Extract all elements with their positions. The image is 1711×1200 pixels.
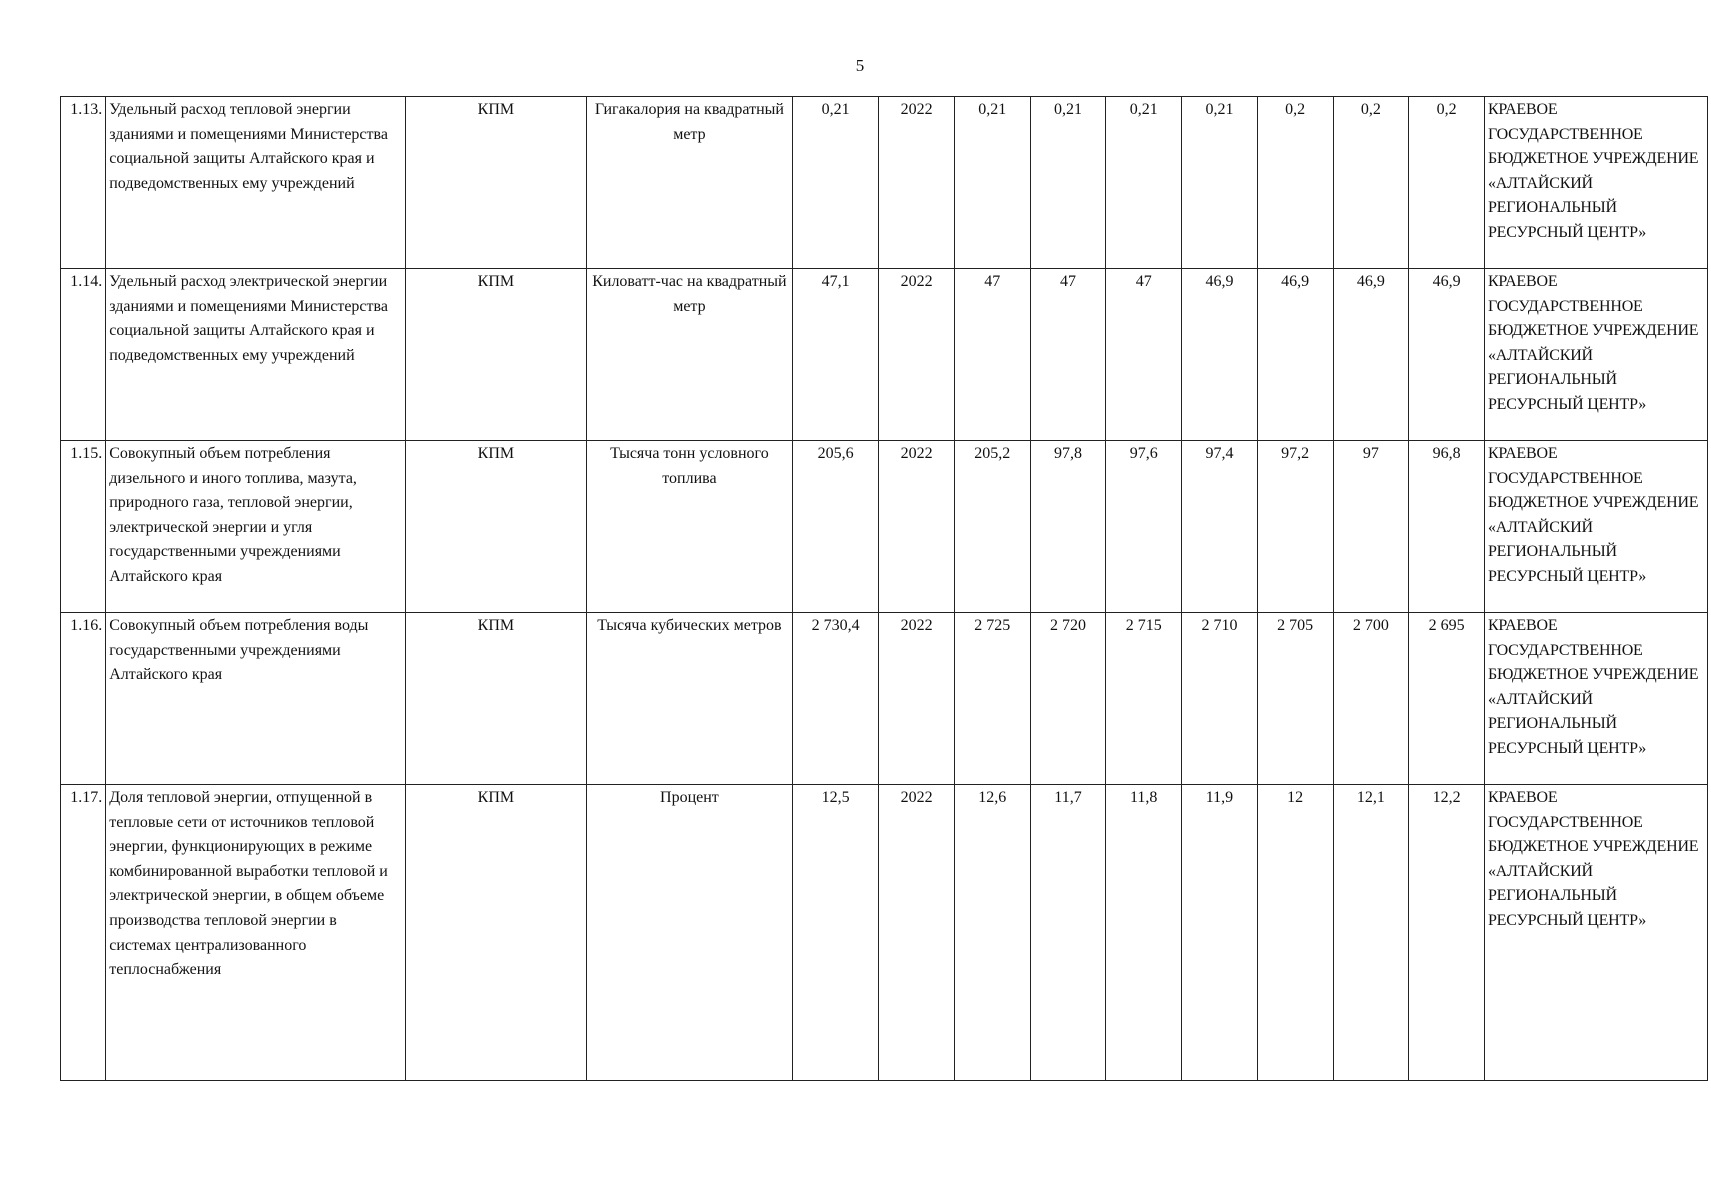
indicator-name: Доля тепловой энергии, отпущенной в тепловые сети от источников тепловой энергии, функционирующих в режиме комбинированной выработки тепловой и электрической энергии, в общем объеме производства тепловой энергии в системах централизованного теплоснабжения (106, 785, 406, 1081)
base-year: 2022 (879, 613, 955, 785)
row-number: 1.14. (61, 269, 106, 441)
year-value: 97,6 (1106, 441, 1182, 613)
year-value: 0,2 (1333, 97, 1409, 269)
year-value: 46,9 (1409, 269, 1485, 441)
year-value: 46,9 (1182, 269, 1258, 441)
year-value: 97 (1333, 441, 1409, 613)
row-number: 1.13. (61, 97, 106, 269)
indicators-table (60, 96, 1708, 1081)
base-year: 2022 (879, 441, 955, 613)
year-value: 0,21 (954, 97, 1030, 269)
year-value: 11,8 (1106, 785, 1182, 1081)
unit-of-measure: Тысяча тонн условного топлива (586, 441, 792, 613)
table-row (61, 613, 1708, 785)
year-value: 2 700 (1333, 613, 1409, 785)
base-value: 0,21 (792, 97, 878, 269)
responsible-organization: КРАЕВОЕ ГОСУДАРСТВЕННОЕ БЮДЖЕТНОЕ УЧРЕЖДЕНИЕ «АЛТАЙСКИЙ РЕГИОНАЛЬНЫЙ РЕСУРСНЫЙ ЦЕНТР» (1484, 441, 1707, 613)
indicator-name: Удельный расход электрической энергии зданиями и помещениями Министерства социальной защиты Алтайского края и подведомственных ему учреждений (106, 269, 406, 441)
table-row (61, 269, 1708, 441)
base-year: 2022 (879, 97, 955, 269)
year-value: 46,9 (1333, 269, 1409, 441)
year-value: 97,4 (1182, 441, 1258, 613)
base-value: 12,5 (792, 785, 878, 1081)
year-value: 96,8 (1409, 441, 1485, 613)
row-number: 1.15. (61, 441, 106, 613)
table-body (61, 97, 1708, 1081)
year-value: 97,8 (1030, 441, 1106, 613)
unit-of-measure: Процент (586, 785, 792, 1081)
year-value: 0,21 (1030, 97, 1106, 269)
indicator-name: Совокупный объем потребления воды государственными учреждениями Алтайского края (106, 613, 406, 785)
table-row (61, 97, 1708, 269)
indicator-type: КПМ (405, 613, 586, 785)
year-value: 0,21 (1182, 97, 1258, 269)
year-value: 0,21 (1106, 97, 1182, 269)
year-value: 47 (1030, 269, 1106, 441)
year-value: 2 710 (1182, 613, 1258, 785)
table-row (61, 441, 1708, 613)
unit-of-measure: Тысяча кубических метров (586, 613, 792, 785)
indicator-type: КПМ (405, 97, 586, 269)
indicator-type: КПМ (405, 785, 586, 1081)
year-value: 0,2 (1409, 97, 1485, 269)
year-value: 46,9 (1257, 269, 1333, 441)
year-value: 2 725 (954, 613, 1030, 785)
year-value: 12,1 (1333, 785, 1409, 1081)
year-value: 11,7 (1030, 785, 1106, 1081)
responsible-organization: КРАЕВОЕ ГОСУДАРСТВЕННОЕ БЮДЖЕТНОЕ УЧРЕЖДЕНИЕ «АЛТАЙСКИЙ РЕГИОНАЛЬНЫЙ РЕСУРСНЫЙ ЦЕНТР» (1484, 613, 1707, 785)
base-value: 205,6 (792, 441, 878, 613)
unit-of-measure: Киловатт-час на квадратный метр (586, 269, 792, 441)
indicator-type: КПМ (405, 269, 586, 441)
year-value: 0,2 (1257, 97, 1333, 269)
year-value: 2 715 (1106, 613, 1182, 785)
indicator-type: КПМ (405, 441, 586, 613)
responsible-organization: КРАЕВОЕ ГОСУДАРСТВЕННОЕ БЮДЖЕТНОЕ УЧРЕЖДЕНИЕ «АЛТАЙСКИЙ РЕГИОНАЛЬНЫЙ РЕСУРСНЫЙ ЦЕНТР» (1484, 269, 1707, 441)
year-value: 97,2 (1257, 441, 1333, 613)
year-value: 205,2 (954, 441, 1030, 613)
year-value: 2 720 (1030, 613, 1106, 785)
year-value: 12,6 (954, 785, 1030, 1081)
base-year: 2022 (879, 269, 955, 441)
year-value: 12,2 (1409, 785, 1485, 1081)
base-value: 2 730,4 (792, 613, 878, 785)
table-row (61, 785, 1708, 1081)
base-year: 2022 (879, 785, 955, 1081)
responsible-organization: КРАЕВОЕ ГОСУДАРСТВЕННОЕ БЮДЖЕТНОЕ УЧРЕЖДЕНИЕ «АЛТАЙСКИЙ РЕГИОНАЛЬНЫЙ РЕСУРСНЫЙ ЦЕНТР» (1484, 97, 1707, 269)
year-value: 47 (1106, 269, 1182, 441)
page-number: 5 (855, 56, 865, 75)
unit-of-measure: Гигакалория на квадратный метр (586, 97, 792, 269)
base-value: 47,1 (792, 269, 878, 441)
year-value: 47 (954, 269, 1030, 441)
indicator-name: Удельный расход тепловой энергии зданиями и помещениями Министерства социальной защиты Алтайского края и подведомственных ему учреждений (106, 97, 406, 269)
indicator-name: Совокупный объем потребления дизельного и иного топлива, мазута, природного газа, тепловой энергии, электрической энергии и угля государственными учреждениями Алтайского края (106, 441, 406, 613)
year-value: 2 695 (1409, 613, 1485, 785)
year-value: 2 705 (1257, 613, 1333, 785)
year-value: 11,9 (1182, 785, 1258, 1081)
responsible-organization: КРАЕВОЕ ГОСУДАРСТВЕННОЕ БЮДЖЕТНОЕ УЧРЕЖДЕНИЕ «АЛТАЙСКИЙ РЕГИОНАЛЬНЫЙ РЕСУРСНЫЙ ЦЕНТР» (1484, 785, 1707, 1081)
row-number: 1.16. (61, 613, 106, 785)
row-number: 1.17. (61, 785, 106, 1081)
year-value: 12 (1257, 785, 1333, 1081)
